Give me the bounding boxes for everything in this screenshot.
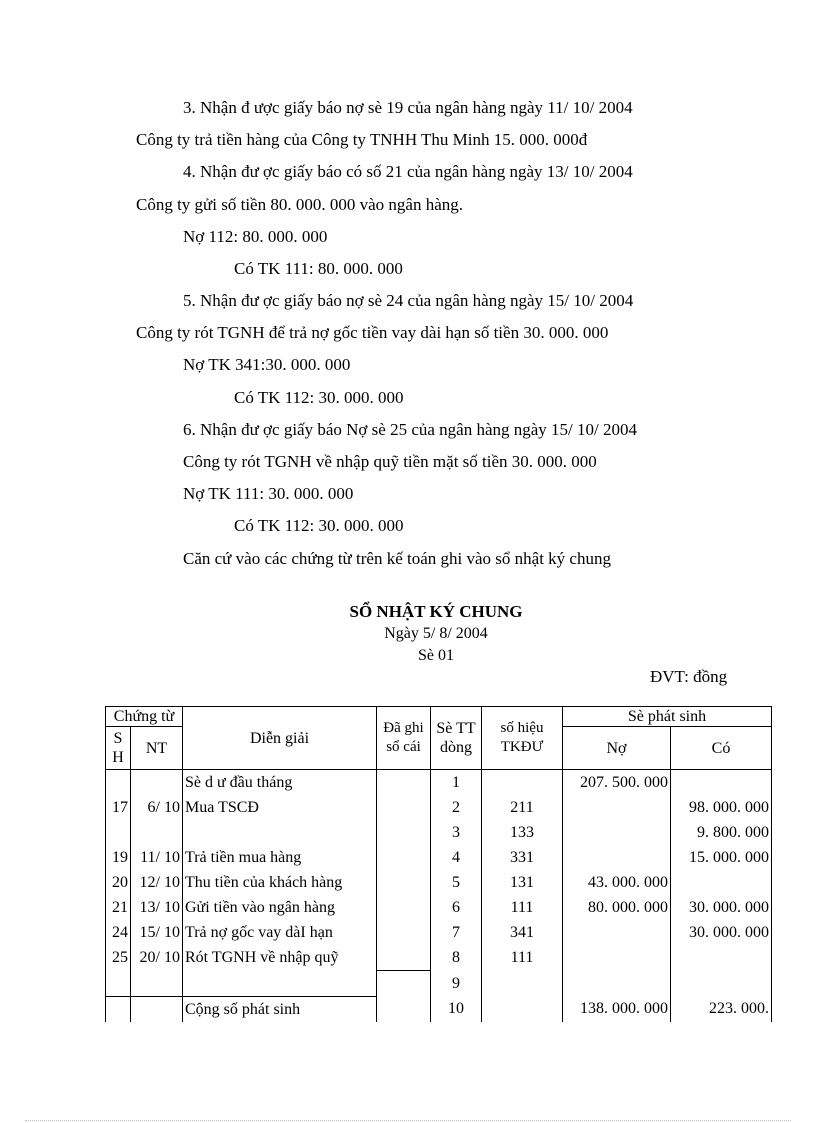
cell-account: 133 — [482, 820, 563, 845]
cell-desc: Mua TSCĐ — [183, 795, 377, 820]
header-dien-giai: Diễn giải — [183, 707, 377, 770]
cell-nt: 20/ 10 — [131, 945, 183, 971]
header-so-hieu-tkdu: số hiệu TKĐƯ — [482, 707, 563, 770]
cell-credit: 30. 000. 000 — [671, 920, 772, 945]
cell-debit — [563, 945, 671, 971]
paragraph-6-text: Công ty rót TGNH về nhập quỹ tiền mặt số tiền 30. 000. 000 — [183, 452, 597, 471]
paragraph-6-heading: 6. Nhận đư ợc giấy báo Nợ sè 25 của ngân hàng ngày 15/ 10/ 2004 — [183, 420, 637, 439]
unit-label: ĐVT: đồng — [650, 667, 728, 686]
cell-desc: Sè d ư đầu tháng — [183, 770, 377, 796]
header-sh: S H — [106, 727, 131, 770]
header-so-phat-sinh: Sè phát sinh — [563, 707, 772, 727]
journal-title: SỔ NHẬT KÝ CHUNG — [349, 602, 523, 621]
cell-credit: 9. 800. 000 — [671, 820, 772, 845]
header-chung-tu: Chứng từ — [106, 707, 183, 727]
cell-desc — [183, 971, 377, 997]
cell-sh — [106, 820, 131, 845]
paragraph-4-heading: 4. Nhận đư ợc giấy báo có số 21 của ngân hàng ngày 13/ 10/ 2004 — [183, 162, 633, 181]
cell-line-no: 9 — [431, 971, 482, 997]
cell-line-no: 7 — [431, 920, 482, 945]
entry-credit: Có TK 111: 80. 000. 000 — [234, 259, 403, 278]
table-row — [106, 770, 772, 796]
cell-line-no: 4 — [431, 845, 482, 870]
cell-line-no: 1 — [431, 770, 482, 796]
paragraph-3-text: Công ty trả tiền hàng của Công ty TNHH Thu Minh 15. 000. 000đ — [136, 130, 588, 149]
journal-number: Sè 01 — [418, 647, 454, 664]
cell-nt: 15/ 10 — [131, 920, 183, 945]
summary-sentence: Căn cứ vào các chứng từ trên kế toán ghi vào sổ nhật ký chung — [183, 549, 611, 568]
cell-sh: 20 — [106, 870, 131, 895]
cell-sh: 25 — [106, 945, 131, 971]
entry-credit: Có TK 112: 30. 000. 000 — [234, 516, 404, 535]
table-row — [106, 971, 772, 997]
cell-account: 341 — [482, 920, 563, 945]
cell-credit — [671, 770, 772, 796]
cell-line-no: 10 — [431, 996, 482, 1022]
cell-posted — [377, 996, 431, 1022]
cell-credit: 15. 000. 000 — [671, 845, 772, 870]
cell-account — [482, 996, 563, 1022]
cell-debit: 43. 000. 000 — [563, 870, 671, 895]
entry-debit: Nợ 112: 80. 000. 000 — [183, 227, 328, 246]
cell-posted — [377, 920, 431, 945]
table-row — [106, 845, 772, 870]
table-row — [106, 795, 772, 820]
cell-debit — [563, 795, 671, 820]
cell-posted — [377, 870, 431, 895]
cell-line-no: 8 — [431, 945, 482, 971]
cell-debit — [563, 971, 671, 997]
header-no: Nợ — [563, 727, 671, 770]
cell-line-no: 3 — [431, 820, 482, 845]
paragraph-5-heading: 5. Nhận đư ợc giấy báo nợ sè 24 của ngân hàng ngày 15/ 10/ 2004 — [183, 291, 634, 310]
header-nt: NT — [131, 727, 183, 770]
cell-posted — [377, 820, 431, 845]
paragraph-4-text: Công ty gửi số tiền 80. 000. 000 vào ngân hàng. — [136, 195, 463, 214]
cell-nt: 11/ 10 — [131, 845, 183, 870]
cell-account: 111 — [482, 895, 563, 920]
journal-table — [105, 706, 772, 1022]
cell-sh: 24 — [106, 920, 131, 945]
cell-posted — [377, 845, 431, 870]
cell-credit: 223. 000. — [671, 996, 772, 1022]
header-stt-dong: Sè TT dòng — [431, 707, 482, 770]
cell-credit — [671, 870, 772, 895]
cell-posted — [377, 945, 431, 971]
table-total-row — [106, 996, 772, 1022]
cell-desc: Thu tiền của khách hàng — [183, 870, 377, 895]
cell-sh: 21 — [106, 895, 131, 920]
cell-nt: 12/ 10 — [131, 870, 183, 895]
cell-account — [482, 971, 563, 997]
cell-debit — [563, 920, 671, 945]
table-row — [106, 895, 772, 920]
cell-posted — [377, 895, 431, 920]
journal-date: Ngày 5/ 8/ 2004 — [384, 625, 488, 642]
cell-credit — [671, 945, 772, 971]
cell-debit: 207. 500. 000 — [563, 770, 671, 796]
cell-credit — [671, 971, 772, 997]
header-da-ghi-so-cai: Đã ghi sổ cái — [377, 707, 431, 770]
cell-desc: Cộng số phát sinh — [183, 996, 377, 1022]
table-row — [106, 820, 772, 845]
cell-account: 331 — [482, 845, 563, 870]
cell-account: 211 — [482, 795, 563, 820]
cell-desc — [183, 820, 377, 845]
cell-account — [482, 770, 563, 796]
cell-posted — [377, 795, 431, 820]
cell-credit: 30. 000. 000 — [671, 895, 772, 920]
cell-line-no: 5 — [431, 870, 482, 895]
cell-nt — [131, 770, 183, 796]
cell-debit — [563, 820, 671, 845]
table-row — [106, 870, 772, 895]
paragraph-5-text: Công ty rót TGNH để trả nợ gốc tiền vay dài hạn số tiền 30. 000. 000 — [136, 323, 609, 342]
cell-credit: 98. 000. 000 — [671, 795, 772, 820]
cell-desc: Rót TGNH về nhập quỹ — [183, 945, 377, 971]
cell-sh: 19 — [106, 845, 131, 870]
entry-debit: Nợ TK 111: 30. 000. 000 — [183, 484, 354, 503]
header-co: Có — [671, 727, 772, 770]
page-bottom-rule — [25, 1120, 791, 1121]
paragraph-3-heading: 3. Nhận đ ược giấy báo nợ sè 19 của ngân hàng ngày 11/ 10/ 2004 — [183, 98, 633, 117]
cell-debit: 80. 000. 000 — [563, 895, 671, 920]
cell-line-no: 6 — [431, 895, 482, 920]
cell-sh: 17 — [106, 795, 131, 820]
cell-debit — [563, 845, 671, 870]
cell-nt — [131, 971, 183, 997]
cell-nt — [131, 820, 183, 845]
cell-account: 131 — [482, 870, 563, 895]
cell-nt: 13/ 10 — [131, 895, 183, 920]
cell-line-no: 2 — [431, 795, 482, 820]
table-row — [106, 920, 772, 945]
entry-credit: Có TK 112: 30. 000. 000 — [234, 388, 404, 407]
cell-desc: Trả nợ gốc vay dàI hạn — [183, 920, 377, 945]
cell-posted — [377, 971, 431, 997]
cell-account: 111 — [482, 945, 563, 971]
cell-desc: Trả tiền mua hàng — [183, 845, 377, 870]
entry-debit: Nợ TK 341:30. 000. 000 — [183, 355, 351, 374]
cell-sh — [106, 996, 131, 1022]
cell-posted — [377, 770, 431, 796]
cell-sh — [106, 770, 131, 796]
cell-nt — [131, 996, 183, 1022]
cell-nt: 6/ 10 — [131, 795, 183, 820]
cell-sh — [106, 971, 131, 997]
cell-desc: Gửi tiền vào ngân hàng — [183, 895, 377, 920]
table-row — [106, 945, 772, 971]
cell-debit: 138. 000. 000 — [563, 996, 671, 1022]
